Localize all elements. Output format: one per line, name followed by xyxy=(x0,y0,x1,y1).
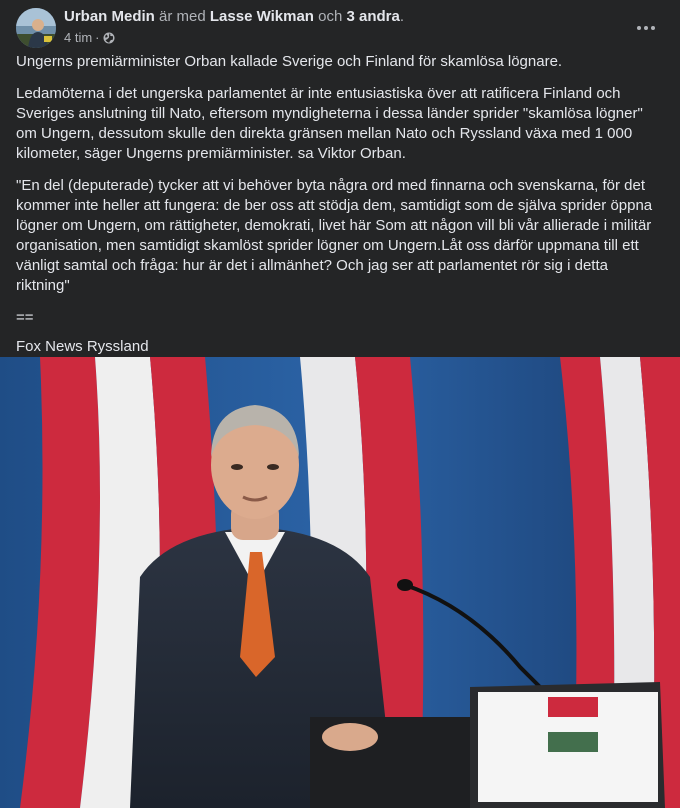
post-meta xyxy=(64,7,404,46)
post-separator: == xyxy=(16,309,34,326)
author-name[interactable]: Urban Medin xyxy=(64,8,155,25)
post-paragraph: Ungerns premiärminister Orban kallade Sverige och Finland för skamlösa lögnare. xyxy=(16,53,563,70)
post-source: Fox News Ryssland xyxy=(16,338,149,355)
author-line xyxy=(64,7,404,27)
more-options-button[interactable] xyxy=(628,10,664,46)
more-horizontal-icon xyxy=(636,25,656,31)
separator-dot: · xyxy=(95,30,100,45)
others-link[interactable]: 3 andra xyxy=(346,8,400,25)
post-subline xyxy=(64,30,404,46)
tagged-person[interactable]: Lasse Wikman xyxy=(209,8,314,25)
author-avatar[interactable] xyxy=(16,8,56,48)
post-body xyxy=(16,52,664,369)
post-header xyxy=(16,8,664,48)
post-photo[interactable] xyxy=(0,357,680,808)
post-timestamp[interactable]: 4 tim xyxy=(64,30,93,45)
globe-icon[interactable] xyxy=(103,32,115,44)
and-text: och xyxy=(318,8,343,25)
post-paragraph: Ledamöterna i det ungerska parlamentet är inte entusiastiska över att ratificera Finland och Sveriges anslutning till Nato, eftersom myndigheterna i dessa länder sprider "skamlösa lögner" om Ungern, dessutom skulle den direkta gränsen mellan Nato och Ryssland växa med 1 000 kilometer, säger Ungerns premiärminister. sa Viktor Orban. xyxy=(16,85,643,162)
period: . xyxy=(399,8,405,25)
post-paragraph: "En del (deputerade) tycker att vi behöver byta några ord med finnarna och svenskarna, för det kommer inte heller att fungera: de ber oss att stödja dem, samtidigt som de själva sprider öppna lögner om Ungern, om rättigheter, demokrati, livet här Som att någon vill bli vår allierade i militär organisation, men samtidigt skamlöst sprider lögner om Ungern.Låt oss därför uppmana till ett vänligt samtal och fråga: hur är det i allmänhet? Och jag ser att parlamentet rör sig i detta riktning" xyxy=(16,177,653,294)
with-text: är med xyxy=(159,8,206,25)
